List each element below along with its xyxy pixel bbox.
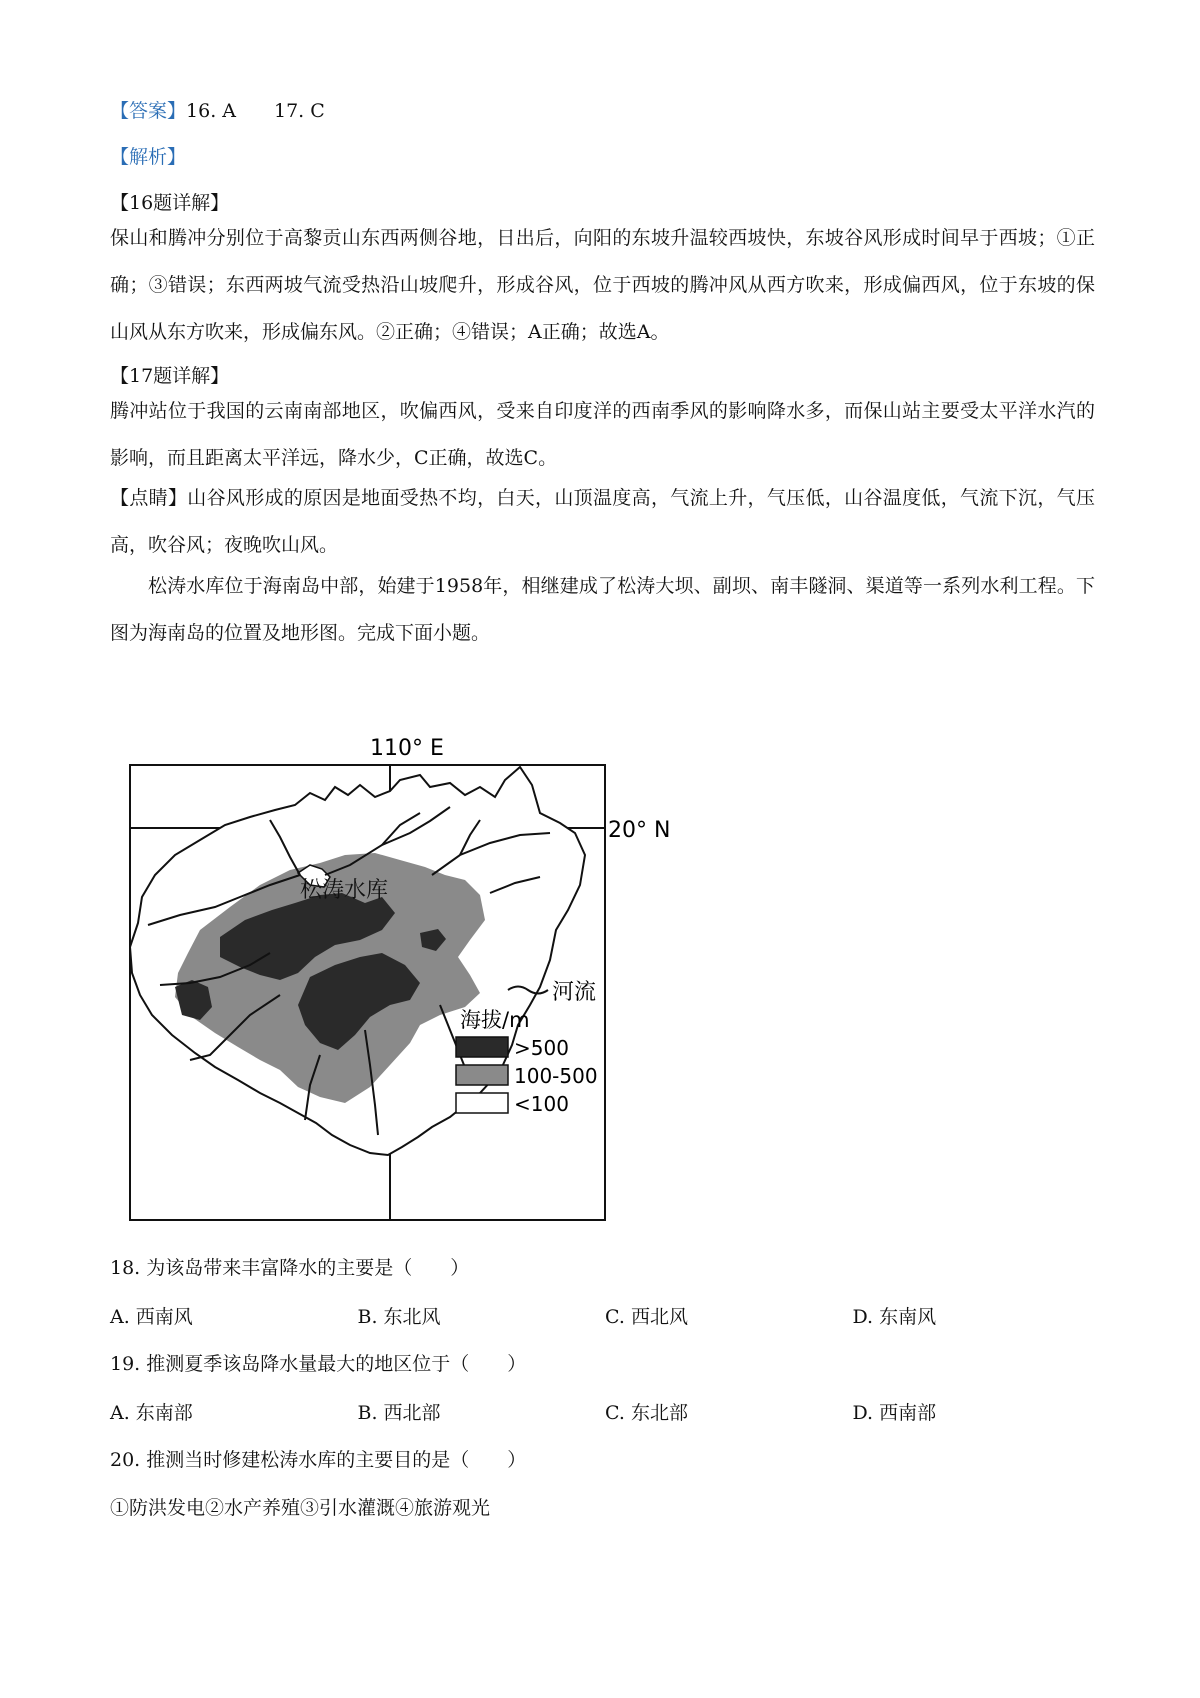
option-c: C. 西北风	[605, 1306, 688, 1328]
q17-heading: 【17题详解】	[110, 365, 230, 387]
tip-label: 【点睛】	[110, 487, 188, 509]
intro-paragraph: 松涛水库位于海南岛中部，始建于1958年，相继建成了松涛大坝、副坝、南丰隧洞、渠道等一系列水利工程。下图为海南岛的位置及地形图。完成下面小题。	[110, 575, 1095, 644]
q16-explanation: 保山和腾冲分别位于高黎贡山东西两侧谷地，日出后，向阳的东坡升温较西坡快，东坡谷风形成时间早于西坡；①正确；③错误；东西两坡气流受热沿山坡爬升，形成谷风，位于西坡的腾冲风从西方吹来，形成偏西风，位于东坡的保山风从东方吹来，形成偏东风。②正确；④错误；A正确；故选A。	[110, 227, 1095, 343]
q16-heading: 【16题详解】	[110, 192, 230, 214]
legend-label-high: >500	[514, 1036, 569, 1060]
option-d: D. 东南风	[852, 1306, 937, 1328]
answer-label: 【答案】	[110, 100, 187, 122]
legend-label-low: <100	[514, 1092, 569, 1116]
analysis-label: 【解析】	[110, 146, 187, 168]
question-18-stem: 18. 为该岛带来丰富降水的主要是（ ）	[110, 1257, 470, 1279]
question-20-stem: 20. 推测当时修建松涛水库的主要目的是（ ）	[110, 1449, 527, 1471]
option-b: B. 东北风	[357, 1306, 441, 1328]
question-20-choices: ①防洪发电②水产养殖③引水灌溉④旅游观光	[110, 1497, 491, 1519]
option-a: A. 东南部	[110, 1402, 193, 1424]
longitude-label: 110° E	[370, 736, 444, 761]
answer-items: 16. A 17. C	[186, 100, 325, 122]
elevation-title: 海拔/m	[460, 1008, 530, 1032]
question-18-options	[110, 1302, 1100, 1329]
question-19-options	[110, 1398, 1100, 1425]
reservoir-label: 松涛水库	[300, 878, 389, 903]
legend-label-mid: 100-500	[514, 1064, 598, 1088]
legend-swatch-mid	[456, 1065, 508, 1085]
tip-paragraph	[110, 475, 1095, 569]
option-d: D. 西南部	[852, 1402, 937, 1424]
river-legend-label: 河流	[552, 980, 597, 1005]
option-c: C. 东北部	[605, 1402, 688, 1424]
tip-text: 山谷风形成的原因是地面受热不均，白天，山顶温度高，气流上升，气压低，山谷温度低，气流下沉，气压高，吹谷风；夜晚吹山风。	[110, 487, 1095, 556]
hainan-terrain-map	[120, 725, 750, 1225]
legend-swatch-low	[456, 1093, 508, 1113]
option-b: B. 西北部	[357, 1402, 441, 1424]
option-a: A. 西南风	[110, 1306, 193, 1328]
latitude-label: 20° N	[608, 818, 671, 843]
q17-explanation: 腾冲站位于我国的云南南部地区，吹偏西风，受来自印度洋的西南季风的影响降水多，而保山站主要受太平洋水汽的影响，而且距离太平洋远，降水少，C正确，故选C。	[110, 400, 1095, 469]
question-19-stem: 19. 推测夏季该岛降水量最大的地区位于（ ）	[110, 1353, 527, 1375]
answer-line	[110, 97, 325, 125]
legend-swatch-high	[456, 1037, 508, 1057]
